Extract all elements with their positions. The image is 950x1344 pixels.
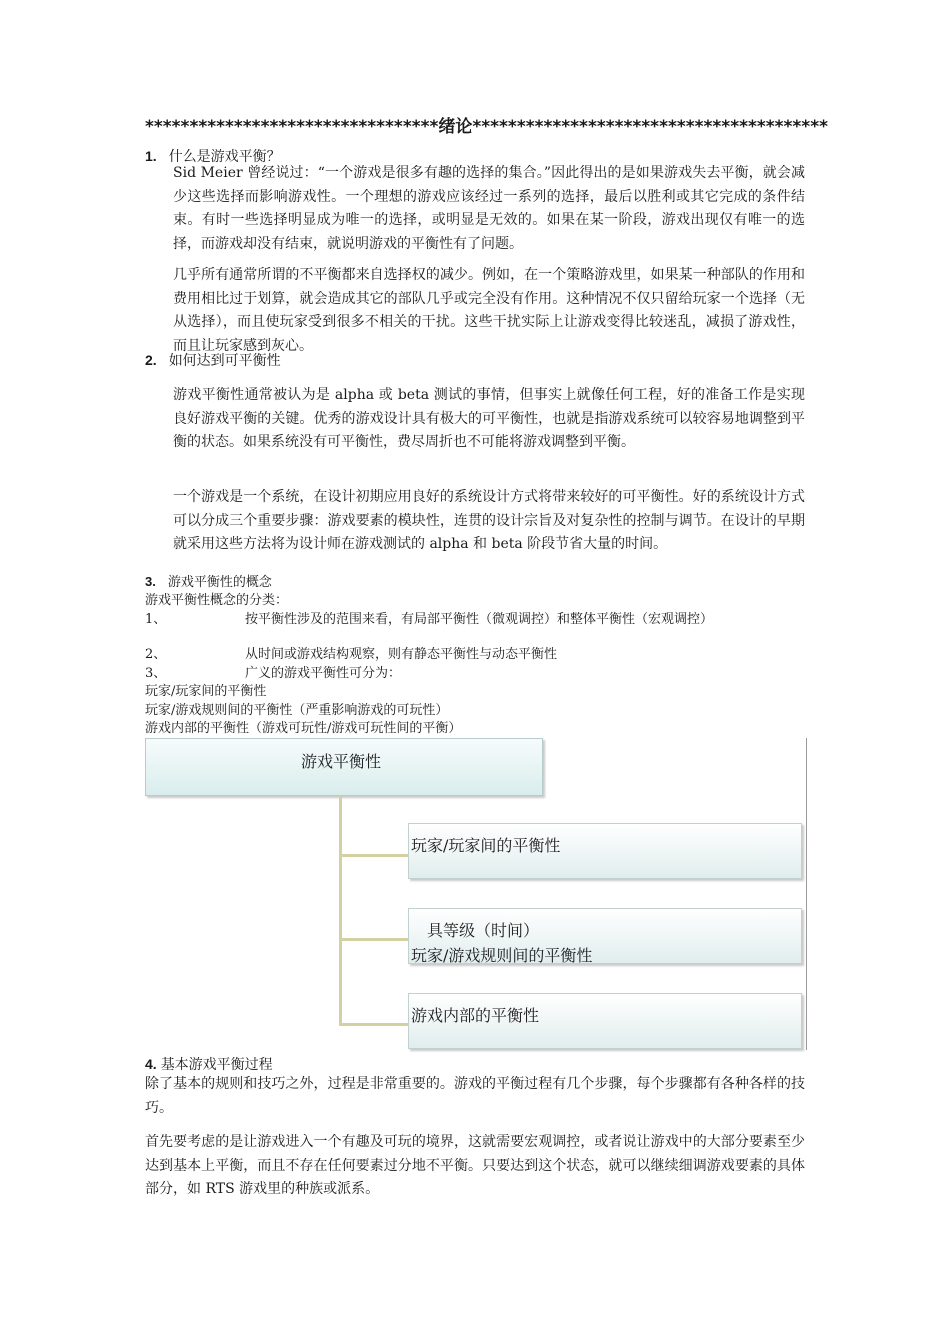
diagram-root-box	[145, 738, 543, 796]
section-number: 3.	[145, 574, 156, 589]
diagram-child-overlay-label: 具等级（时间）	[427, 921, 540, 940]
section-2-paragraph-1: 游戏平衡性通常被认为是 alpha 或 beta 测试的事情，但事实上就像任何工程，好的准备工作是实现良好游戏平衡的关键。优秀的游戏设计具有极大的可平衡性，也就是指游戏系统可以较容易地调整到平衡的状态。如果系统没有可平衡性，费尽周折也不可能将游戏调整到平衡。	[173, 387, 805, 450]
section-2-paragraph-2: 一个游戏是一个系统，在设计初期应用良好的系统设计方式将带来较好的可平衡性。好的系统设计方式可以分成三个重要步骤：游戏要素的模块性，连贯的设计宗旨及对复杂性的控制与调节。在设计的早期就采用这些方法将为设计师在游戏测试的 alpha 和 beta 阶段节省大量的时间。	[173, 489, 805, 552]
diagram-connector-branch	[339, 1023, 409, 1026]
list-item	[145, 665, 401, 683]
section-1-paragraph-1: Sid Meier 曾经说过：“一个游戏是很多有趣的选择的集合。”因此得出的是如果游戏失去平衡，就会减少这些选择而影响游戏性。一个理想的游戏应该经过一系列的选择，最后以胜利或其它完成的条件结束。有时一些选择明显成为唯一的选择，或明显是无效的。如果在某一阶段，游戏出现仅有唯一的选择，而游戏却没有结束，就说明游戏的平衡性有了问题。	[173, 165, 805, 252]
diagram-child-label: 玩家/玩家间的平衡性	[411, 836, 561, 855]
section-4-paragraph-1: 除了基本的规则和技巧之外，过程是非常重要的。游戏的平衡过程有几个步骤，每个步骤都有各种各样的技巧。	[145, 1076, 805, 1116]
section-number: 2.	[145, 352, 157, 368]
diagram-connector-vertical	[339, 796, 342, 1026]
page-title: *********************************绪论****************************************	[145, 117, 828, 137]
diagram-frame-line	[806, 738, 807, 1050]
classification-label: 游戏平衡性概念的分类：	[145, 593, 289, 608]
section-title: 游戏平衡性的概念	[167, 575, 272, 590]
sub-item: 游戏内部的平衡性（游戏可玩性/游戏可玩性间的平衡）	[145, 721, 462, 736]
diagram-child-box	[408, 823, 802, 879]
section-2-heading	[145, 350, 281, 371]
diagram-child-label: 玩家/游戏规则间的平衡性	[411, 946, 593, 965]
section-1-paragraph-2: 几乎所有通常所谓的不平衡都来自选择权的减少。例如，在一个策略游戏里，如果某一种部队的作用和费用相比过于划算，就会造成其它的部队几乎或完全没有作用。这种情况不仅只留给玩家一个选择（无从选择），而且使玩家受到很多不相关的干扰。这些干扰实际上让游戏变得比较迷乱，减损了游戏性，而且让玩家感到灰心。	[173, 267, 805, 354]
diagram-child-box	[408, 908, 802, 964]
section-title: 如何达到可平衡性	[168, 353, 281, 369]
sub-item: 玩家/游戏规则间的平衡性（严重影响游戏的可玩性）	[145, 703, 449, 718]
section-4-heading	[145, 1054, 273, 1075]
list-text: 广义的游戏平衡性可分为：	[245, 666, 402, 681]
section-number: 4.	[145, 1056, 157, 1072]
list-item	[145, 646, 557, 664]
list-number: 3、	[145, 666, 167, 681]
diagram-connector-branch	[339, 938, 409, 941]
list-number: 2、	[145, 647, 167, 662]
section-3-heading	[145, 572, 272, 593]
diagram-connector-branch	[339, 854, 409, 857]
section-4-paragraph-2: 首先要考虑的是让游戏进入一个有趣及可玩的境界，这就需要宏观调控，或者说让游戏中的大部分要素至少达到基本上平衡，而且不存在任何要素过分地不平衡。只要达到这个状态，就可以继续细调游戏要素的具体部分，如 RTS 游戏里的种族或派系。	[145, 1134, 805, 1197]
list-text: 从时间或游戏结构观察，则有静态平衡性与动态平衡性	[245, 647, 558, 662]
list-number: 1、	[145, 612, 167, 627]
section-title: 基本游戏平衡过程	[160, 1057, 273, 1073]
section-title: 什么是游戏平衡？	[168, 149, 281, 165]
list-item	[145, 611, 713, 629]
diagram-child-box	[408, 993, 802, 1049]
list-text: 按平衡性涉及的范围来看，有局部平衡性（微观调控）和整体平衡性（宏观调控）	[245, 612, 714, 627]
section-number: 1.	[145, 148, 157, 164]
diagram-child-label: 游戏内部的平衡性	[411, 1006, 540, 1025]
diagram-root-label: 游戏平衡性	[301, 752, 382, 771]
sub-item: 玩家/玩家间的平衡性	[145, 684, 267, 699]
